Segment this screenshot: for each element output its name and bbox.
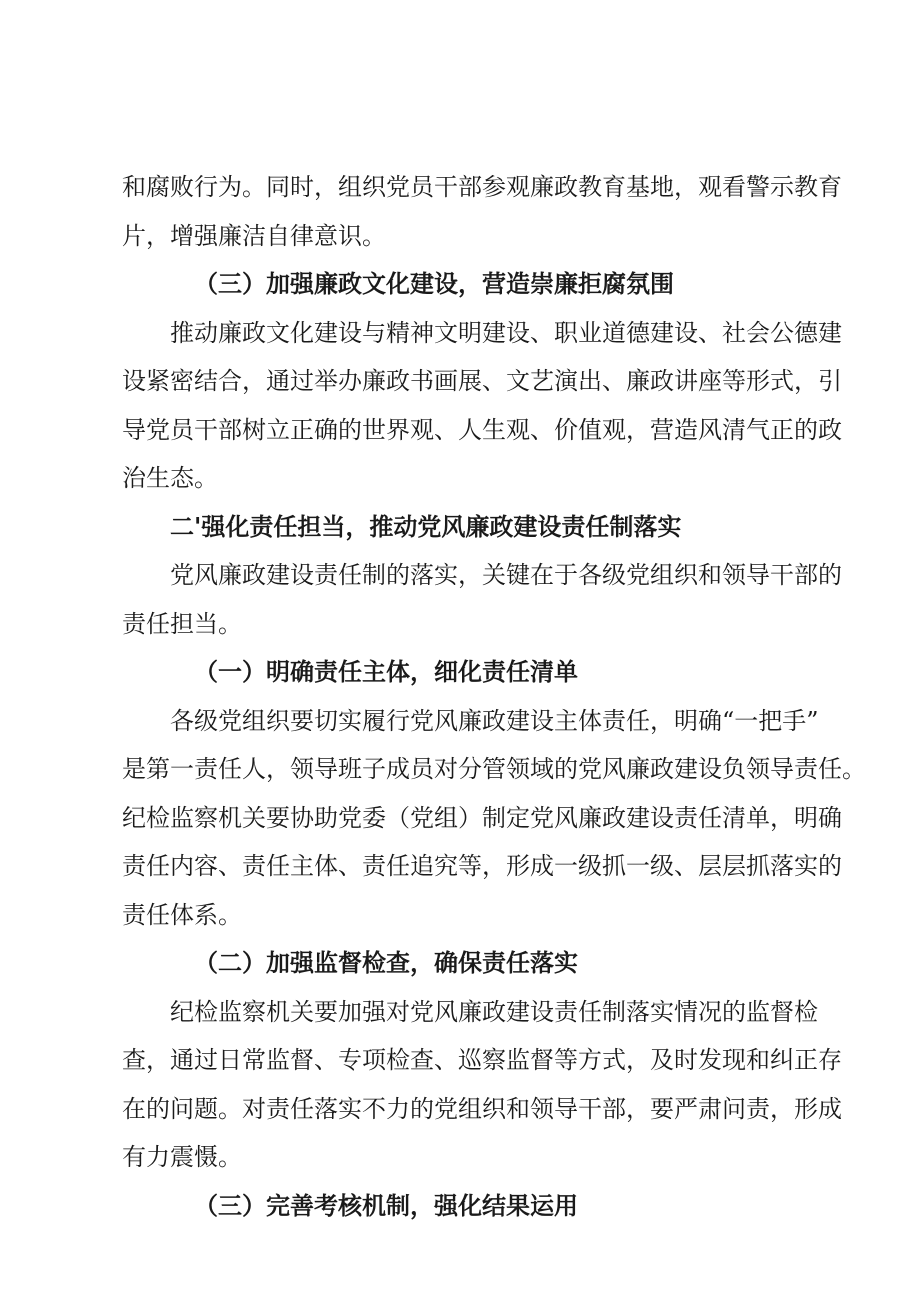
text-line: 在的问题。对责任落实不力的党组织和领导干部，要严肃问责，形成: [122, 1094, 842, 1123]
paragraph-continued: [122, 163, 842, 260]
text-line: 查，通过日常监督、专项检查、巡察监督等方式，及时发现和纠正存: [122, 1046, 842, 1074]
text-line: 是第一责任人，领导班子成员对分管领域的党风廉政建设负领导责任。: [122, 755, 866, 783]
section-heading-subject: （一）明确责任主体，细化责任清单: [194, 657, 578, 686]
paragraph-culture: [122, 309, 842, 503]
text-line: 纪检监察机关要协助党委（党组）制定党风廉政建设责任清单，明确: [122, 803, 842, 832]
paragraph-subject: [122, 697, 866, 940]
part-heading-responsibility: 二'强化责任担当，推动党风廉政建设责任制落实: [170, 511, 682, 541]
document-body: [122, 163, 866, 1230]
section-heading-supervision: （二）加强监督检查，确保责任落实: [194, 948, 578, 977]
text-line: 导党员干部树立正确的世界观、人生观、价值观，营造风清气正的政: [122, 415, 842, 444]
text-line: 片，增强廉洁自律意识。: [122, 221, 386, 250]
section-heading-culture: （三）加强廉政文化建设，营造崇廉拒腐氛围: [194, 269, 674, 298]
paragraph-supervision: [122, 988, 842, 1182]
text-line: 和腐败行为。同时，组织党员干部参观廉政教育基地，观看警示教育: [122, 173, 842, 201]
section-heading-assessment: （三）完善考核机制，强化结果运用: [194, 1190, 578, 1220]
text-line: 责任担当。: [122, 609, 242, 638]
text-line: 有力震慑。: [122, 1143, 242, 1171]
paragraph-responsibility-intro: [122, 551, 842, 648]
text-line: 推动廉政文化建设与精神文明建设、职业道德建设、社会公德建: [170, 318, 842, 347]
text-line: 设紧密结合，通过举办廉政书画展、文艺演出、廉政讲座等形式，引: [122, 367, 842, 395]
text-line: 纪检监察机关要加强对党风廉政建设责任制落实情况的监督检: [170, 997, 818, 1026]
text-line: 责任内容、责任主体、责任追究等，形成一级抓一级、层层抓落实的: [122, 852, 842, 880]
text-line: 党风廉政建设责任制的落实，关键在于各级党组织和领导干部的: [170, 561, 842, 589]
text-line: 治生态。: [122, 464, 218, 492]
text-line: 责任体系。: [122, 900, 242, 929]
text-line: 各级党组织要切实履行党风廉政建设主体责任，明确“一把手”: [170, 706, 819, 735]
